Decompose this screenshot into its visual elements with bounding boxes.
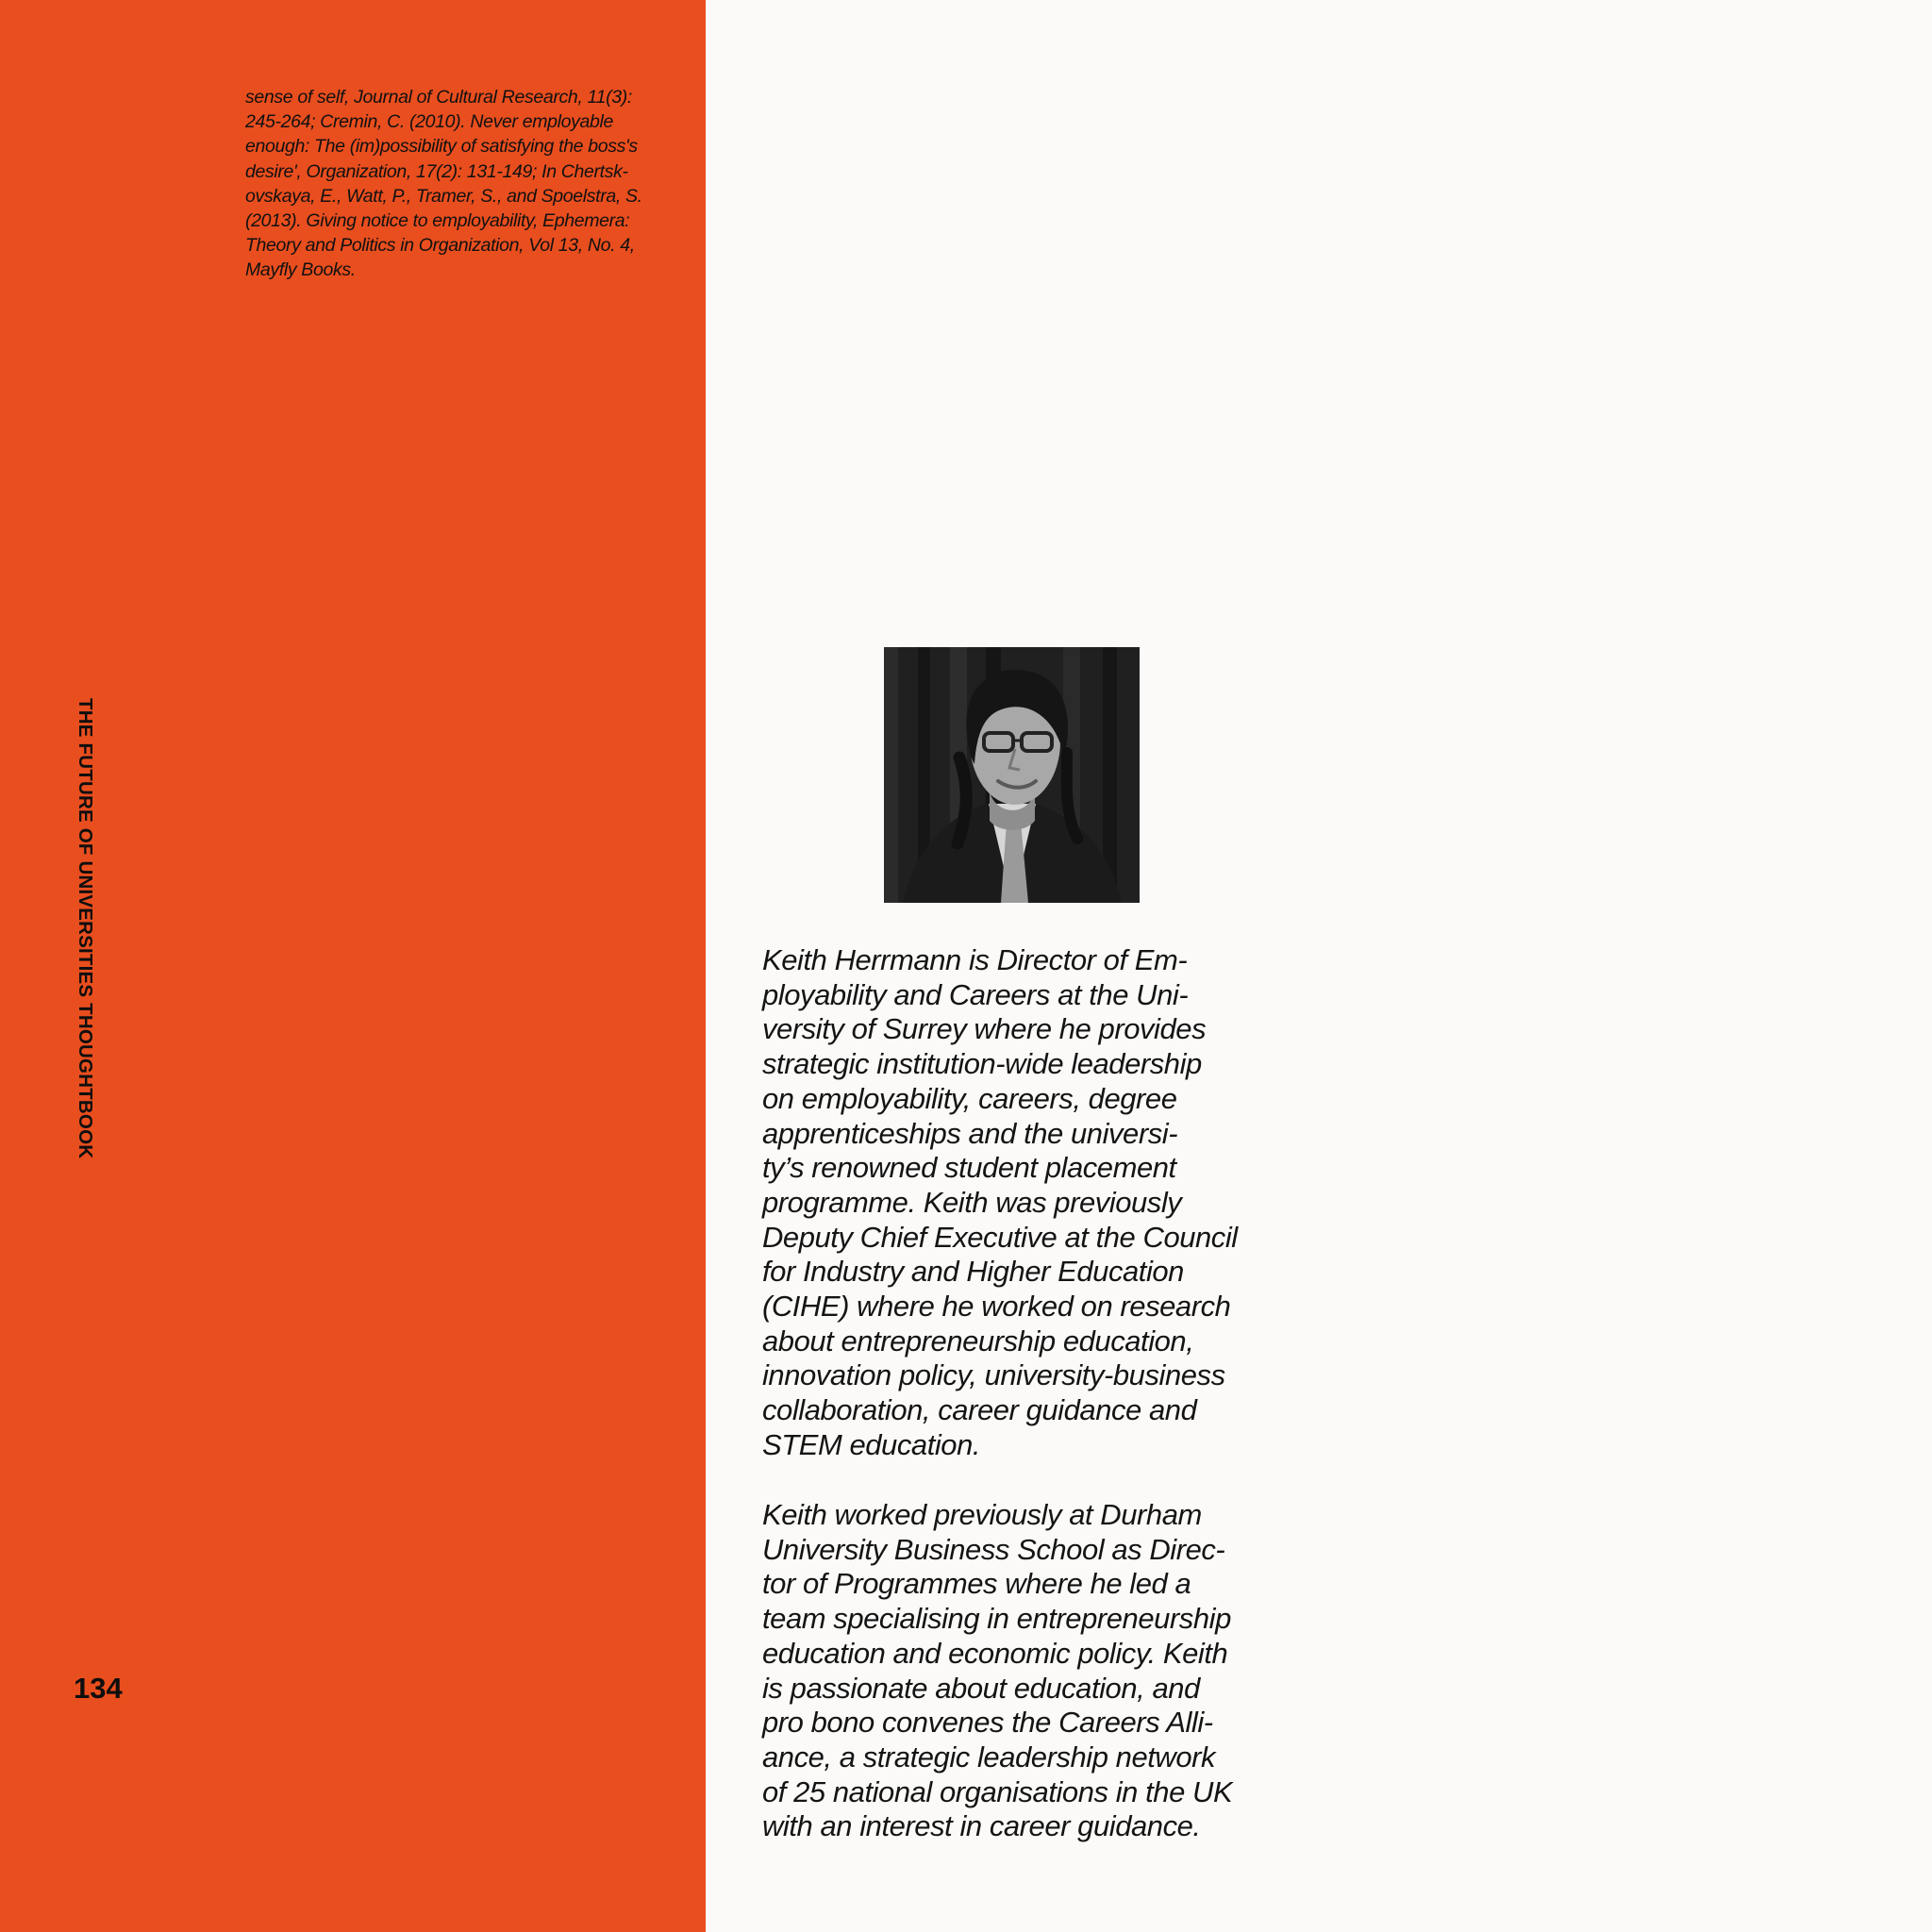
author-portrait — [884, 647, 1140, 903]
curtain-fold — [884, 647, 898, 903]
vertical-running-title: THE FUTURE OF UNIVERSITIES THOUGHTBOOK — [75, 698, 96, 1159]
page-number: 134 — [74, 1672, 123, 1705]
orange-side-panel — [0, 0, 706, 1932]
biography-paragraph-1: Keith Herrmann is Director of Em- ployability and Careers at the Uni- versity of Surrey where he provides strategic institution-wide leadership on employability, careers, degree apprenticeships and the universi- ty’s renowned student placement programme. Keith was previously Deputy Chief Executive at the Council for Industry and Higher Education (CIHE) where he worked on research about entrepreneurship education, innovation policy, university-business collaboration, career guidance and STEM education. — [762, 943, 1238, 1461]
reference-note: sense of self, Journal of Cultural Research, 11(3): 245-264; Cremin, C. (2010). Never employable enough: The (im)possibility of satisfying the boss's desire', Organization, 17(2): 131-149; In Chertsk- ovskaya, E., Watt, P., Tramer, S., and Spoelstra, S. (2013). Giving notice to employability, Ephemera: Theory and Politics in Organization, Vol 13, No. 4, Mayfly Books. — [245, 87, 642, 281]
biography-paragraph-2: Keith worked previously at Durham University Business School as Direc- tor of Programmes where he led a team specialising in entrepreneurship education and economic policy. Keith is passionate about education, and pro bono convenes the Careers Alli- ance, a strategic leadership network of 25 national organisations in the UK with an interest in career guidance. — [762, 1498, 1233, 1843]
portrait-illustration — [884, 647, 1140, 903]
